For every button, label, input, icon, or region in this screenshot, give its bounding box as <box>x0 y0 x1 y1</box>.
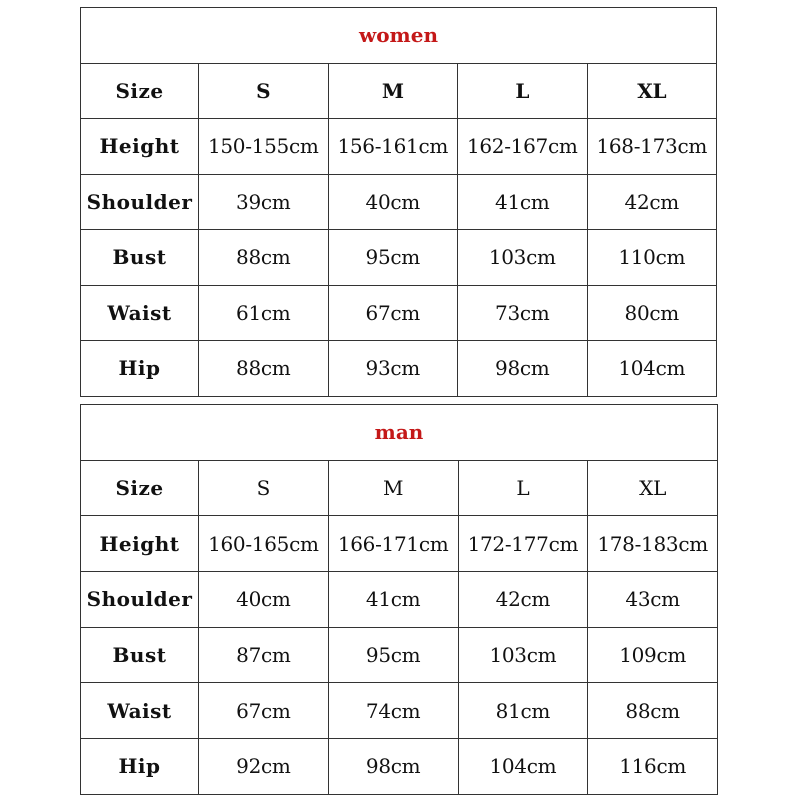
table-cell: 88cm <box>588 683 718 739</box>
table-row-shoulder <box>81 174 717 230</box>
table-cell: 88cm <box>199 230 329 286</box>
size-header-xl: XL <box>587 63 717 119</box>
table-cell: 74cm <box>328 683 458 739</box>
table-cell: 103cm <box>458 627 588 683</box>
table-cell: 156-161cm <box>328 119 458 175</box>
table-cell: 104cm <box>458 739 588 795</box>
row-label: Hip <box>81 341 199 397</box>
row-label: Height <box>81 119 199 175</box>
men-table-title: man <box>81 405 718 461</box>
row-label: Waist <box>81 285 199 341</box>
table-cell: 67cm <box>328 285 458 341</box>
women-table-title: women <box>81 8 717 64</box>
row-label: Waist <box>81 683 199 739</box>
table-row-shoulder <box>81 572 718 628</box>
table-cell: 41cm <box>458 174 588 230</box>
table-cell: 42cm <box>587 174 717 230</box>
size-header-label: Size <box>81 460 199 516</box>
size-header-m: M <box>328 460 458 516</box>
table-cell: 162-167cm <box>458 119 588 175</box>
size-header-l: L <box>458 460 588 516</box>
size-header-m: M <box>328 63 458 119</box>
table-cell: 168-173cm <box>587 119 717 175</box>
table-cell: 40cm <box>199 572 329 628</box>
table-cell: 166-171cm <box>328 516 458 572</box>
table-cell: 41cm <box>328 572 458 628</box>
table-cell: 104cm <box>587 341 717 397</box>
size-header-label: Size <box>81 63 199 119</box>
table-header-row <box>81 460 718 516</box>
table-cell: 93cm <box>328 341 458 397</box>
men-size-table <box>80 404 718 795</box>
table-header-row <box>81 63 717 119</box>
row-label: Hip <box>81 739 199 795</box>
table-cell: 40cm <box>328 174 458 230</box>
table-row-bust <box>81 627 718 683</box>
table-row-bust <box>81 230 717 286</box>
size-header-s: S <box>199 63 329 119</box>
table-cell: 160-165cm <box>199 516 329 572</box>
table-cell: 67cm <box>199 683 329 739</box>
row-label: Height <box>81 516 199 572</box>
table-cell: 116cm <box>588 739 718 795</box>
table-title-row <box>81 8 717 64</box>
row-label: Bust <box>81 230 199 286</box>
table-cell: 110cm <box>587 230 717 286</box>
table-cell: 81cm <box>458 683 588 739</box>
table-cell: 109cm <box>588 627 718 683</box>
table-cell: 43cm <box>588 572 718 628</box>
table-cell: 98cm <box>458 341 588 397</box>
table-row-height <box>81 516 718 572</box>
table-cell: 95cm <box>328 627 458 683</box>
table-row-hip <box>81 739 718 795</box>
table-row-waist <box>81 683 718 739</box>
table-cell: 150-155cm <box>199 119 329 175</box>
table-row-height <box>81 119 717 175</box>
table-cell: 61cm <box>199 285 329 341</box>
table-cell: 172-177cm <box>458 516 588 572</box>
table-row-hip <box>81 341 717 397</box>
row-label: Shoulder <box>81 174 199 230</box>
table-cell: 73cm <box>458 285 588 341</box>
table-cell: 92cm <box>199 739 329 795</box>
table-cell: 103cm <box>458 230 588 286</box>
table-title-row <box>81 405 718 461</box>
row-label: Shoulder <box>81 572 199 628</box>
women-size-table <box>80 7 717 397</box>
table-cell: 42cm <box>458 572 588 628</box>
table-cell: 95cm <box>328 230 458 286</box>
row-label: Bust <box>81 627 199 683</box>
table-cell: 80cm <box>587 285 717 341</box>
size-header-s: S <box>199 460 329 516</box>
size-header-xl: XL <box>588 460 718 516</box>
table-cell: 98cm <box>328 739 458 795</box>
table-cell: 39cm <box>199 174 329 230</box>
table-row-waist <box>81 285 717 341</box>
table-cell: 87cm <box>199 627 329 683</box>
table-cell: 88cm <box>199 341 329 397</box>
size-header-l: L <box>458 63 588 119</box>
table-cell: 178-183cm <box>588 516 718 572</box>
